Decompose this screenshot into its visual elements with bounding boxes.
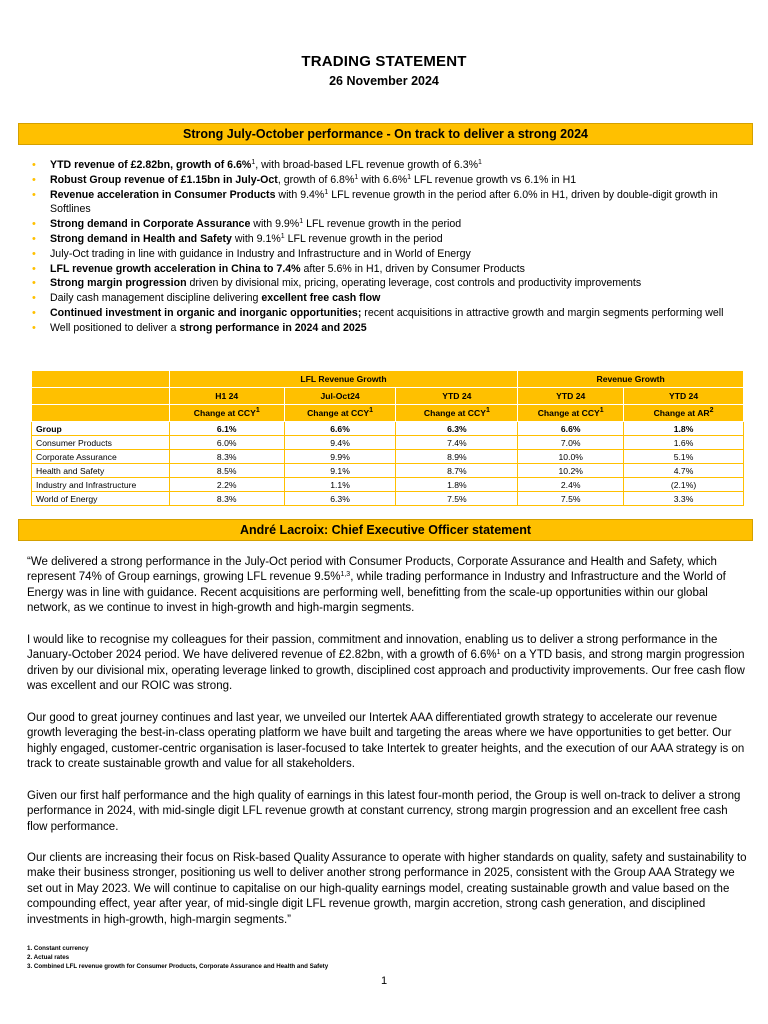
table-cell: 6.6% [518, 422, 624, 436]
statement-paragraph [27, 555, 747, 617]
bullet-bold: Strong margin progression [50, 277, 187, 290]
bullet-icon: • [32, 247, 36, 260]
table-cell: 1.1% [284, 478, 396, 492]
basis-label: Change at CCY [423, 408, 486, 418]
table-cell: 6.6% [284, 422, 396, 436]
footnote-ref: 2 [709, 407, 714, 414]
footnote-ref: 1 [251, 159, 256, 166]
table-header-cell [32, 405, 170, 422]
statement-paragraph: Our good to great journey continues and last year, we unveiled our Intertek AAA differentiated growth strategy to accelerate our revenue growth leveraging the best-in-class operating platform we have built and targeting the areas where we have opportunities to get better. Our highly engaged, customer-centric organisation is laser-focused to take Intertek to greater heights, and the execution of our AAA strategy is on track to create sustainable growth and value for all stakeholders. [27, 712, 745, 771]
basis-label: Change at CCY [537, 408, 600, 418]
table-cell: 10.0% [518, 450, 624, 464]
bullet-icon: • [32, 292, 36, 305]
table-cell: 8.9% [396, 450, 518, 464]
table-cell: 6.3% [396, 422, 518, 436]
bullet-icon: • [32, 159, 36, 171]
document-date: 26 November 2024 [329, 74, 439, 88]
table-cell: 5.1% [624, 450, 744, 464]
table-cell: 6.3% [284, 492, 396, 506]
bullet-text: LFL revenue growth in the period [303, 218, 462, 231]
list-item [30, 158, 750, 173]
bullet-text: , with broad-based LFL revenue growth of 6.3% [255, 159, 479, 171]
basis-label: Change at CCY [193, 408, 256, 418]
table-period-header: H1 24 [169, 388, 284, 405]
paragraph-text: I would like to recognise my colleagues for their passion, commitment and innovation, enabling us to deliver a strong performance in the January-October 2024 period. We have delivered revenue of £2.82bn, with a growth of 6.6% [27, 634, 718, 662]
footnote-ref: 1 [369, 407, 374, 414]
footnote-ref: 1 [496, 649, 501, 657]
table-period-header: YTD 24 [624, 388, 744, 405]
list-item [30, 173, 750, 188]
document-title: TRADING STATEMENT [301, 53, 467, 70]
footnote: 3. Combined LFL revenue growth for Consumer Products, Corporate Assurance and Health and Safety [27, 963, 329, 970]
footnote-ref: 1 [478, 159, 482, 166]
footnote-ref: 1 [599, 407, 604, 414]
table-basis-header [396, 405, 518, 422]
bullet-text: LFL revenue growth in the period [284, 232, 443, 245]
paragraph-text: “We delivered a strong performance in the July-Oct period with Consumer Products, Corporate Assurance and Health and Safety, which represent 74% of Group earnings, growing LFL revenue 9.5% [27, 556, 717, 584]
paragraph-text: , while trading performance in Industry and Infrastructure and the World of Energy was in line with guidance. Recent acquisitions are performing well, benefitting from the scale-up opportunities within our global network, as we continue to invest in high-growth and high-margin segments. [27, 571, 726, 615]
table-header-row [32, 371, 744, 388]
table-group-header: Revenue Growth [518, 371, 744, 388]
bullet-icon: • [32, 188, 36, 201]
bullet-bold: Strong demand in Health and Safety [50, 232, 232, 245]
paragraph-text: on a YTD basis, and strong margin progression driven by our divisional mix, operating leverage linked to growth, disciplined cost approach and productivity improvements. Our free cash flow was excellent and our ROIC was strong. [27, 649, 745, 693]
basis-label: Change at CCY [307, 408, 370, 418]
footnote: 2. Actual rates [27, 954, 70, 961]
bullet-text: after 5.6% in H1, driven by Consumer Products [300, 262, 525, 275]
footnotes [27, 944, 328, 971]
statement-paragraph: Given our first half performance and the high quality of earnings in this latest four-month period, the Group is well on-track to deliver a strong performance in 2024, with mid-single digit LFL revenue growth at constant currency, strong margin progression and an excellent free cash flow performance. [27, 790, 741, 833]
footnote-ref: 1 [255, 407, 260, 414]
table-cell: 4.7% [624, 464, 744, 478]
footnote-ref: 1 [299, 218, 304, 226]
bullet-text: Daily cash management discipline delivering [50, 292, 262, 305]
bullet-icon: • [32, 277, 36, 290]
table-cell: 8.3% [169, 450, 284, 464]
list-item [30, 232, 750, 247]
table-cell: 6.0% [169, 436, 284, 450]
table-cell: 1.6% [624, 436, 744, 450]
table-cell: 1.8% [624, 422, 744, 436]
table-cell: 8.3% [169, 492, 284, 506]
table-cell: (2.1%) [624, 478, 744, 492]
list-item [30, 306, 750, 321]
list-item [30, 247, 750, 262]
statement-paragraph: Our clients are increasing their focus on Risk-based Quality Assurance to operate with higher standards on quality, safety and sustainability to make their business stronger, positioning us well to deliver another strong performance in 2025, consistent with the Group AAA Strategy we set out in May 2023. We will continue to capitalise on our high-quality earnings model, creating sustainable growth and value based on the compounding effect, year after year, of mid-single digit LFL revenue growth, margin accretion, strong cash generation, and disciplined investments in high-growth, high-margin segments.” [27, 852, 747, 926]
bullet-bold: Revenue acceleration in Consumer Products [50, 188, 276, 201]
bullet-bold: LFL revenue growth acceleration in China to 7.4% [50, 262, 301, 275]
bullet-text: Well positioned to deliver a [50, 321, 180, 334]
table-cell: 9.9% [284, 450, 396, 464]
bullet-bold: Continued investment in organic and inorganic opportunities; [50, 306, 362, 319]
bullet-icon: • [32, 262, 36, 275]
bullet-text: driven by divisional mix, pricing, operating leverage, cost controls and productivity improvements [186, 277, 642, 290]
bullet-text: , growth of 6.8% [277, 173, 355, 186]
table-cell: 7.5% [518, 492, 624, 506]
table-cell: 6.1% [169, 422, 284, 436]
list-item [30, 291, 750, 306]
footnote-ref: 1,3 [340, 571, 351, 579]
table-basis-header [284, 405, 396, 422]
bullet-text: with 9.4% [275, 188, 325, 201]
table-basis-header [624, 405, 744, 422]
table-period-header: YTD 24 [396, 388, 518, 405]
bullet-text: LFL revenue growth vs 6.1% in H1 [411, 173, 577, 186]
table-cell: 8.5% [169, 464, 284, 478]
table-cell: 10.2% [518, 464, 624, 478]
section-banner-ceo-statement: André Lacroix: Chief Executive Officer statement [18, 519, 753, 541]
list-item [30, 276, 750, 291]
table-cell: 2.2% [169, 478, 284, 492]
footnote-ref: 1 [407, 173, 412, 181]
table-cell: 7.4% [396, 436, 518, 450]
footnote-ref: 1 [354, 173, 359, 181]
table-header-row [32, 388, 744, 405]
table-period-header: Jul-Oct24 [284, 388, 396, 405]
table-cell: 1.8% [396, 478, 518, 492]
table-header-row [32, 405, 744, 422]
list-item [30, 217, 750, 232]
table-row [32, 436, 744, 450]
table-cell: 7.5% [396, 492, 518, 506]
bullet-icon: • [32, 173, 36, 186]
table-cell: 8.7% [396, 464, 518, 478]
table-cell: 9.4% [284, 436, 396, 450]
footnote-ref: 1 [324, 188, 329, 196]
table-basis-header [518, 405, 624, 422]
table-row [32, 492, 744, 506]
bullet-icon: • [32, 232, 36, 245]
list-item [30, 262, 750, 277]
bullet-bold: excellent free cash flow [261, 292, 381, 305]
list-item [30, 321, 750, 336]
table-cell: 2.4% [518, 478, 624, 492]
bullet-bold: YTD revenue of £2.82bn, growth of 6.6% [50, 159, 252, 171]
bullet-text: LFL revenue growth in the period after 6.0% in H1, driven by double-digit growth in Softlines [50, 188, 718, 216]
bullet-bold: Strong demand in Corporate Assurance [50, 218, 251, 231]
row-label: Corporate Assurance [32, 450, 170, 464]
bullet-bold: strong performance in 2024 and 2025 [179, 321, 367, 334]
table-header-cell [32, 388, 170, 405]
row-label: Health and Safety [32, 464, 170, 478]
bullet-icon: • [32, 218, 36, 231]
bullet-icon: • [32, 321, 36, 334]
page-number: 1 [380, 975, 388, 987]
table-row [32, 450, 744, 464]
table-cell: 9.1% [284, 464, 396, 478]
highlights-list [30, 158, 750, 336]
bullet-icon: • [32, 306, 36, 319]
table-cell: 7.0% [518, 436, 624, 450]
table-cell: 3.3% [624, 492, 744, 506]
table-header-cell [32, 371, 170, 388]
footnote: 1. Constant currency [27, 945, 89, 952]
bullet-text: with 9.1% [231, 232, 281, 245]
table-row [32, 478, 744, 492]
bullet-text: recent acquisitions in attractive growth and margin segments performing well [361, 306, 724, 319]
bullet-bold: Robust Group revenue of £1.15bn in July-Oct [50, 173, 278, 186]
row-label: World of Energy [32, 492, 170, 506]
table-basis-header [169, 405, 284, 422]
list-item [30, 188, 750, 218]
bullet-text: with 6.6% [358, 173, 408, 186]
revenue-growth-table [31, 370, 744, 506]
bullet-text: July-Oct trading in line with guidance in Industry and Infrastructure and in World of Energy [50, 247, 471, 260]
table-group-header: LFL Revenue Growth [169, 371, 517, 388]
section-banner-highlights: Strong July-October performance - On track to deliver a strong 2024 [18, 123, 753, 145]
footnote-ref: 1 [485, 407, 490, 414]
table-row [32, 422, 744, 436]
row-label: Group [32, 422, 170, 436]
bullet-text: with 9.9% [250, 218, 300, 231]
row-label: Industry and Infrastructure [32, 478, 170, 492]
statement-paragraph [27, 633, 747, 695]
table-period-header: YTD 24 [518, 388, 624, 405]
table-row [32, 464, 744, 478]
footnote-ref: 1 [280, 232, 285, 240]
basis-label: Change at AR [653, 408, 710, 418]
row-label: Consumer Products [32, 436, 170, 450]
